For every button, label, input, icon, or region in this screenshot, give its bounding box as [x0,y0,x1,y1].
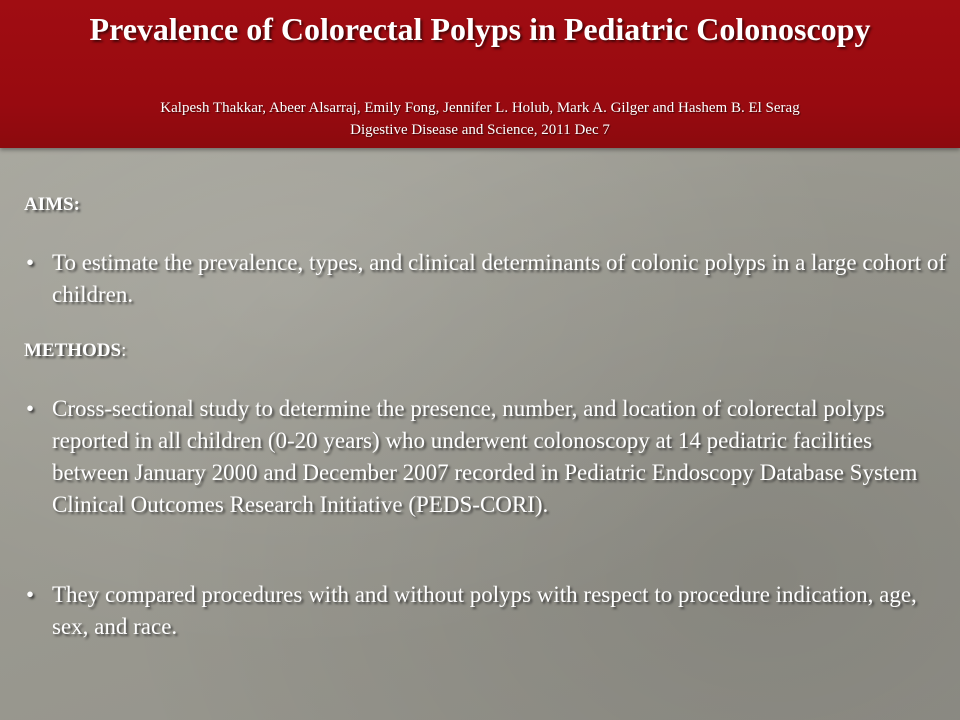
bullet-icon: • [26,250,35,275]
aims-bullet [24,247,954,311]
slide-body [0,148,960,720]
slide-title: Prevalence of Colorectal Polyps in Pediatric Colonoscopy [89,11,871,47]
bullet-icon: • [26,582,35,607]
methods-heading: METHODS: [24,340,127,361]
methods-bullet [24,393,954,521]
bullet-icon: • [26,396,35,421]
methods-bullet [24,579,954,643]
bullet-text: Cross-sectional study to determine the presence, number, and location of colorectal polyps reported in all children (0-20 years) who underwent colonoscopy at 14 pediatric facilities between January 2000 and December 2007 recorded in Pediatric Endoscopy Database System Clinical Outcomes Research Initiative (PEDS-CORI). [52,396,918,517]
author-list: Kalpesh Thakkar, Abeer Alsarraj, Emily Fong, Jennifer L. Holub, Mark A. Gilger and Hashem B. El Serag [160,100,800,116]
bullet-text: To estimate the prevalence, types, and clinical determinants of colonic polyps in a large cohort of children. [52,250,947,307]
aims-heading: AIMS: [24,194,80,215]
journal-citation: Digestive Disease and Science, 2011 Dec 7 [350,122,610,138]
title-banner [0,0,960,148]
bullet-text: They compared procedures with and without polyps with respect to procedure indication, age, sex, and race. [52,582,917,639]
